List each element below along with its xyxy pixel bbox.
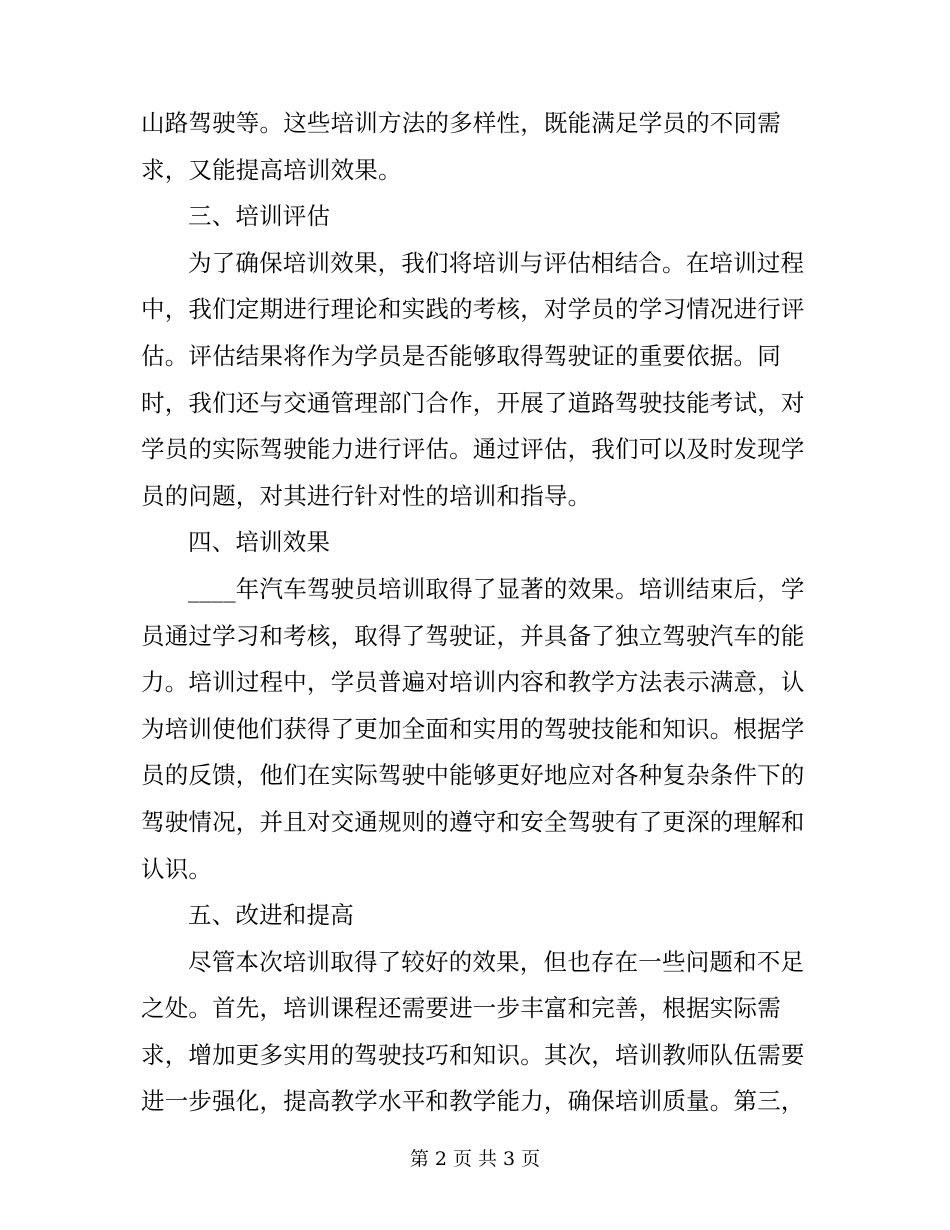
text-line: 时，我们还与交通管理部门合作，开展了道路驾驶技能考试，对 [141, 388, 805, 417]
text-line: 进一步强化，提高教学水平和教学能力，确保培训质量。第三， [141, 1087, 805, 1116]
text-line: 为培训使他们获得了更加全面和实用的驾驶技能和知识。根据学 [141, 714, 805, 743]
text-line: 尽管本次培训取得了较好的效果，但也存在一些问题和不足 [188, 947, 805, 976]
text-line: 驾驶情况，并且对交通规则的遵守和安全驾驶有了更深的理解和 [141, 807, 805, 836]
section-heading: 五、改进和提高 [188, 901, 354, 930]
text-line: 学员的实际驾驶能力进行评估。通过评估，我们可以及时发现学 [141, 435, 805, 464]
text-line: 员的反馈，他们在实际驾驶中能够更好地应对各种复杂条件下的 [141, 761, 805, 790]
text-line: 之处。首先，培训课程还需要进一步丰富和完善，根据实际需 [141, 994, 781, 1023]
text-line: 求，又能提高培训效果。 [141, 155, 402, 184]
text-line: 山路驾驶等。这些培训方法的多样性，既能满足学员的不同需 [141, 109, 781, 137]
page-footer: 第 2 页 共 3 页 [409, 1148, 541, 1170]
text-line: 员通过学习和考核，取得了驾驶证，并具备了独立驾驶汽车的能 [141, 621, 805, 650]
text-line: 求，增加更多实用的驾驶技巧和知识。其次，培训教师队伍需要 [141, 1040, 805, 1069]
text-line: 中，我们定期进行理论和实践的考核，对学员的学习情况进行评 [141, 295, 805, 324]
text-line: 估。评估结果将作为学员是否能够取得驾驶证的重要依据。同 [141, 341, 781, 370]
body-text [141, 100, 805, 1125]
section-heading: 四、培训效果 [188, 528, 331, 557]
text-line: 认识。 [141, 854, 213, 883]
text-line: 力。培训过程中，学员普遍对培训内容和教学方法表示满意，认 [141, 668, 805, 697]
text-line: ____年汽车驾驶员培训取得了显著的效果。培训结束后，学 [188, 574, 805, 603]
text-line: 员的问题，对其进行针对性的培训和指导。 [141, 481, 592, 510]
text-line: 为了确保培训效果，我们将培训与评估相结合。在培训过程 [188, 248, 805, 277]
section-heading: 三、培训评估 [188, 202, 331, 231]
